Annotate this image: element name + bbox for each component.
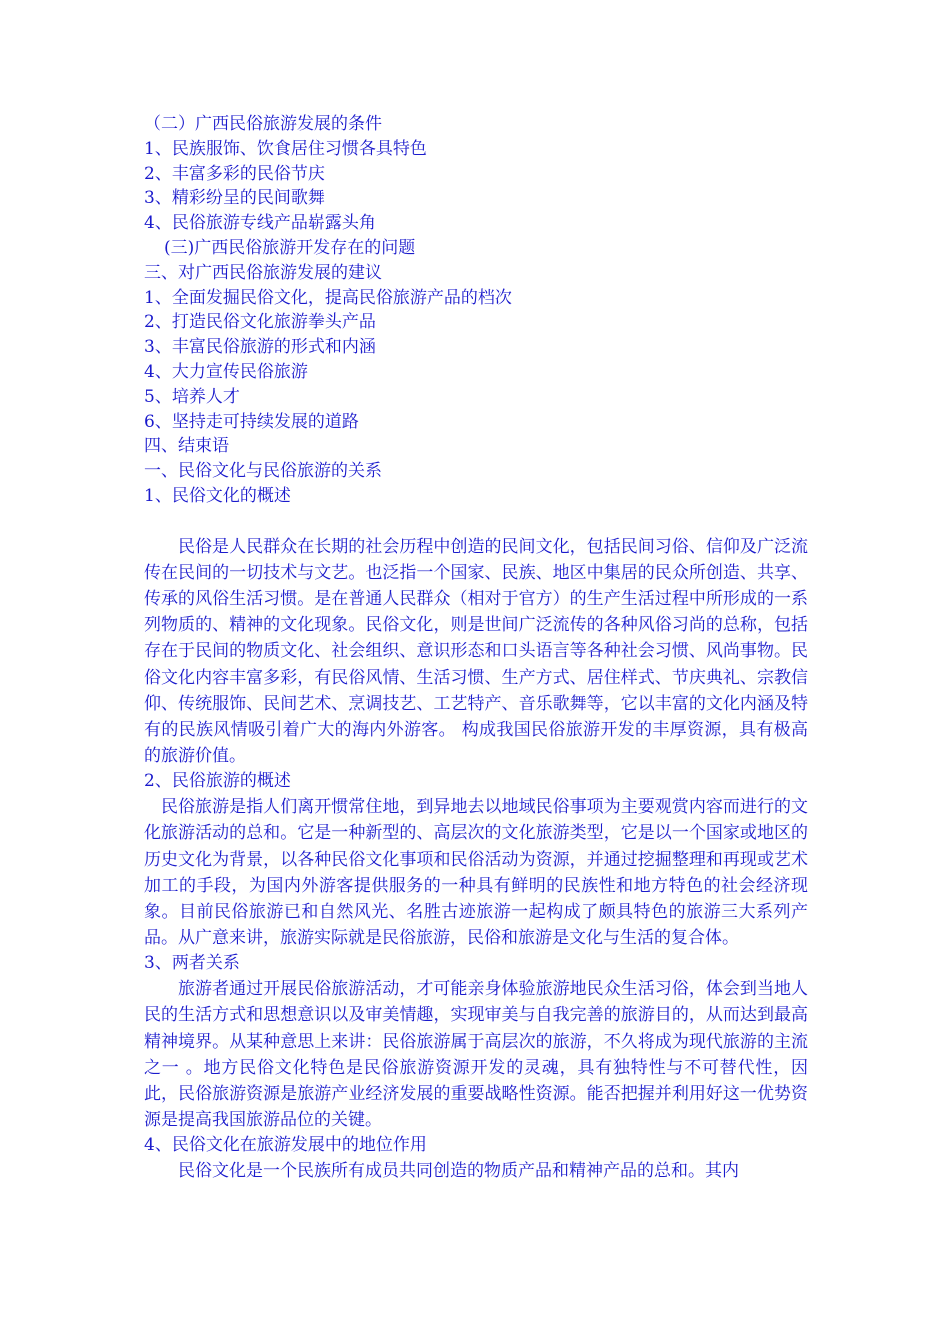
outline-item: 2、丰富多彩的民俗节庆 [144, 163, 325, 184]
section-3-heading: 3、两者关系 [144, 953, 240, 974]
outline-item: 3、丰富民俗旅游的形式和内涵 [144, 337, 376, 358]
section-4-body: 民俗文化是一个民族所有成员共同创造的物质产品和精神产品的总和。其内 [178, 1161, 739, 1182]
outline-item: 4、民俗旅游专线产品崭露头角 [144, 213, 376, 234]
section-2-heading: 2、民俗旅游的概述 [144, 771, 291, 792]
outline-item: （二）广西民俗旅游发展的条件 [144, 114, 382, 134]
outline-item: 6、坚持走可持续发展的道路 [144, 411, 359, 432]
outline-item: 4、大力宣传民俗旅游 [144, 361, 308, 382]
section-4-heading: 4、民俗文化在旅游发展中的地位作用 [144, 1135, 427, 1156]
paragraph-gap [144, 509, 808, 534]
section-2-body: 民俗旅游是指人们离开惯常住地，到异地去以地域民俗事项为主要观赏内容而进行的文化旅游活动的总和。它是一种新型的、高层次的文化旅游类型，它是以一个国家或地区的历史文化为背景，以各种民俗文化事项和民俗活动为资源，并通过挖掘整理和再现或艺术加工的手段，为国内外游客提供服务的一种具有鲜明的民族性和地方特色的社会经济现象。目前民俗旅游已和自然风光、名胜古迹旅游一起构成了颇具特色的旅游三大系列产品。从广意来讲，旅游实际就是民俗旅游，民俗和旅游是文化与生活的复合体。 [144, 797, 808, 949]
outline-item: (三)广西民俗旅游开发存在的问题 [164, 237, 416, 258]
document-page [144, 112, 808, 1184]
outline-list [144, 112, 808, 509]
outline-item: 三、对广西民俗旅游发展的建议 [144, 262, 382, 283]
outline-item: 3、精彩纷呈的民间歌舞 [144, 188, 325, 209]
outline-item: 1、民俗文化的概述 [144, 485, 291, 506]
section-3-body: 旅游者通过开展民俗旅游活动，才可能亲身体验旅游地民众生活习俗，体会到当地人民的生活方式和思想意识以及审美情趣，实现审美与自我完善的旅游目的，从而达到最高精神境界。从某种意思上来讲：民俗旅游属于高层次的旅游，不久将成为现代旅游的主流之一 。地方民俗文化特色是民俗旅游资源开发的灵魂，具有独特性与不可替代性，因此，民俗旅游资源是旅游产业经济发展的重要战略性资源。能否把握并利用好这一优势资源是提高我国旅游品位的关键。 [144, 979, 808, 1131]
outline-item: 1、全面发掘民俗文化，提高民俗旅游产品的档次 [144, 287, 512, 308]
section-1-body: 民俗是人民群众在长期的社会历程中创造的民间文化，包括民间习俗、信仰及广泛流传在民间的一切技术与文艺。也泛指一个国家、民族、地区中集居的民众所创造、共享、传承的风俗生活习惯。是在普通人民群众（相对于官方）的生产生活过程中所形成的一系列物质的、精神的文化现象。民俗文化，则是世间广泛流传的各种风俗习尚的总称，包括存在于民间的物质文化、社会组织、意识形态和口头语言等各种社会习惯、风尚事物。民俗文化内容丰富多彩，有民俗风情、生活习惯、生产方式、居住样式、节庆典礼、宗教信仰、传统服饰、民间艺术、烹调技艺、工艺特产、音乐歌舞等，它以丰富的文化内涵及特有的民族风情吸引着广大的海内外游客。 构成我国民俗旅游开发的丰厚资源，具有极高的旅游价值。 [144, 536, 808, 767]
outline-item: 1、民族服饰、饮食居住习惯各具特色 [144, 138, 427, 159]
outline-item: 2、打造民俗文化旅游拳头产品 [144, 312, 376, 333]
outline-item: 一、民俗文化与民俗旅游的关系 [144, 461, 382, 482]
outline-item: 四、结束语 [144, 436, 229, 457]
outline-item: 5、培养人才 [144, 386, 240, 407]
